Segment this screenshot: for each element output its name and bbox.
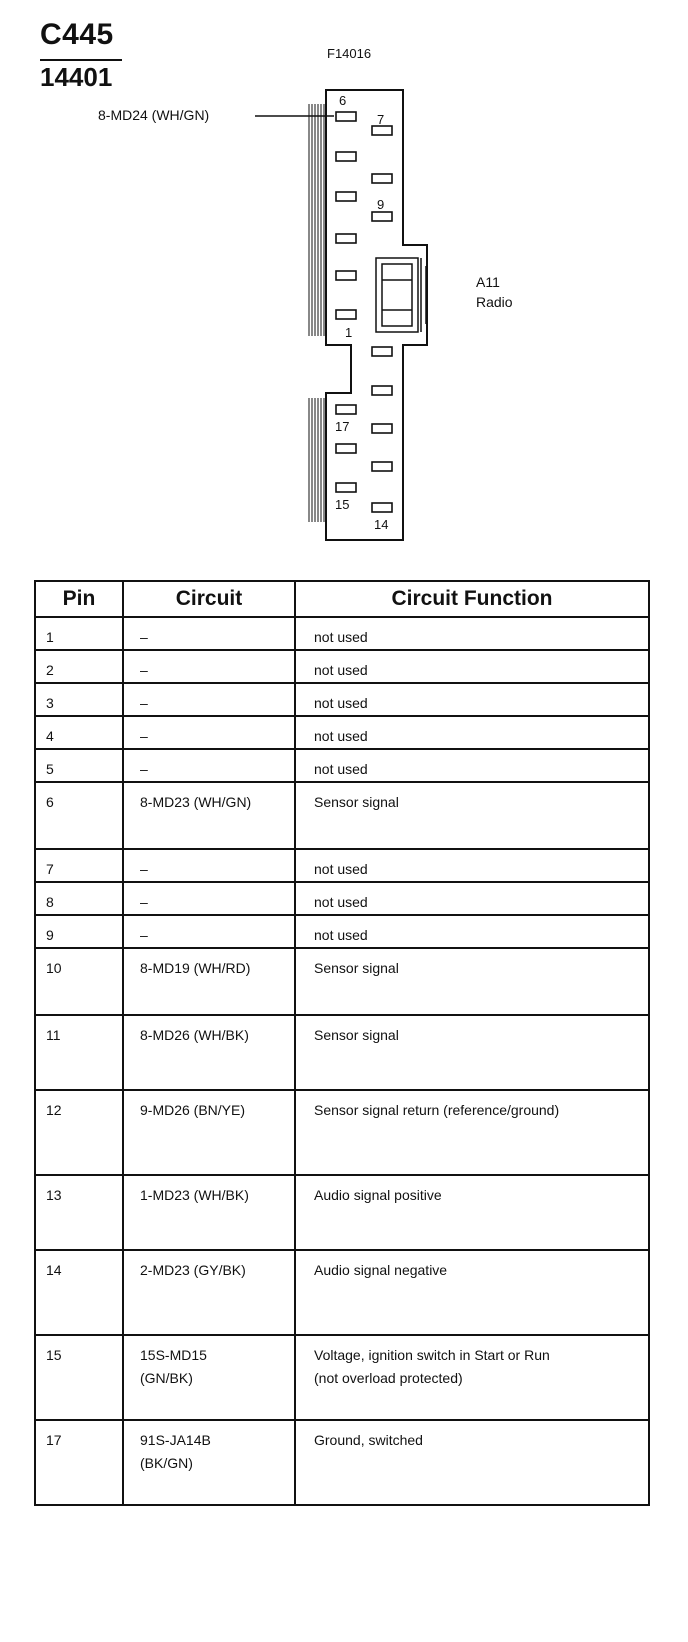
function-cell-line: not used bbox=[314, 761, 368, 777]
wire-callout-label: 8-MD24 (WH/GN) bbox=[98, 107, 210, 123]
function-cell-line: not used bbox=[314, 629, 368, 645]
part-number: 14401 bbox=[40, 62, 113, 92]
function-cell-line: Audio signal positive bbox=[314, 1187, 442, 1203]
circuit-cell-line: – bbox=[140, 695, 148, 711]
function-column-header: Circuit Function bbox=[295, 581, 649, 617]
circuit-cell bbox=[123, 882, 295, 915]
function-cell-line: Sensor signal return (reference/ground) bbox=[314, 1102, 560, 1118]
latch-icon bbox=[376, 258, 426, 332]
pin-cell: 5 bbox=[35, 749, 123, 782]
pin-table bbox=[34, 580, 650, 1506]
function-cell bbox=[295, 782, 649, 849]
circuit-cell-line: 8-MD23 (WH/GN) bbox=[140, 794, 252, 810]
pin-cell: 7 bbox=[35, 849, 123, 882]
circuit-cell bbox=[123, 1015, 295, 1090]
circuit-cell-line: 1-MD23 (WH/BK) bbox=[140, 1187, 249, 1203]
table-row bbox=[35, 617, 649, 650]
pin-label: 14 bbox=[374, 517, 389, 532]
function-cell bbox=[295, 1250, 649, 1335]
function-cell bbox=[295, 1335, 649, 1420]
circuit-cell bbox=[123, 650, 295, 683]
circuit-cell-line: 15S-MD15 bbox=[140, 1347, 207, 1363]
function-cell bbox=[295, 882, 649, 915]
circuit-cell-line: – bbox=[140, 927, 148, 943]
circuit-cell bbox=[123, 1420, 295, 1505]
function-cell-line: not used bbox=[314, 728, 368, 744]
pin-cell: 10 bbox=[35, 948, 123, 1015]
pin-cell: 9 bbox=[35, 915, 123, 948]
table-row bbox=[35, 782, 649, 849]
pin-number-labels bbox=[335, 93, 388, 532]
component-name-label: Radio bbox=[476, 294, 513, 310]
circuit-cell bbox=[123, 915, 295, 948]
circuit-cell-line: 8-MD19 (WH/RD) bbox=[140, 960, 251, 976]
circuit-cell bbox=[123, 749, 295, 782]
circuit-cell-line: 2-MD23 (GY/BK) bbox=[140, 1262, 246, 1278]
function-cell-line: Audio signal negative bbox=[314, 1262, 448, 1278]
function-cell bbox=[295, 749, 649, 782]
pin-cell: 3 bbox=[35, 683, 123, 716]
pin-cell: 2 bbox=[35, 650, 123, 683]
connector-diagram bbox=[0, 0, 688, 560]
function-cell-line: Sensor signal bbox=[314, 1027, 399, 1043]
component-id-label: A11 bbox=[476, 274, 500, 290]
function-cell-line: Ground, switched bbox=[314, 1432, 423, 1448]
circuit-cell bbox=[123, 1175, 295, 1250]
table-row bbox=[35, 716, 649, 749]
pin-label: 7 bbox=[377, 112, 385, 127]
pin-label: 9 bbox=[377, 197, 385, 212]
function-cell bbox=[295, 650, 649, 683]
table-row bbox=[35, 1015, 649, 1090]
circuit-cell-line: (GN/BK) bbox=[140, 1370, 193, 1386]
function-cell-line: not used bbox=[314, 861, 368, 877]
circuit-cell bbox=[123, 948, 295, 1015]
function-cell-line: Sensor signal bbox=[314, 960, 399, 976]
function-cell-line: (not overload protected) bbox=[314, 1370, 463, 1386]
pin-label: 17 bbox=[335, 419, 350, 434]
circuit-cell-line: – bbox=[140, 861, 148, 877]
table-row bbox=[35, 948, 649, 1015]
circuit-cell-line: – bbox=[140, 662, 148, 678]
pin-cell: 12 bbox=[35, 1090, 123, 1175]
connector-code-label: F14016 bbox=[327, 46, 372, 61]
function-cell bbox=[295, 948, 649, 1015]
table-row bbox=[35, 1420, 649, 1505]
function-cell bbox=[295, 1420, 649, 1505]
table-row bbox=[35, 650, 649, 683]
upper-terminal-rail bbox=[309, 104, 324, 336]
function-cell-line: not used bbox=[314, 894, 368, 910]
circuit-cell bbox=[123, 1250, 295, 1335]
pin-label: 6 bbox=[339, 93, 347, 108]
function-cell bbox=[295, 849, 649, 882]
table-row bbox=[35, 882, 649, 915]
table-row bbox=[35, 915, 649, 948]
pin-label: 15 bbox=[335, 497, 350, 512]
lower-terminal-rail bbox=[309, 398, 324, 522]
circuit-cell bbox=[123, 1335, 295, 1420]
pin-cell: 6 bbox=[35, 782, 123, 849]
circuit-cell bbox=[123, 617, 295, 650]
pin-label: 1 bbox=[345, 325, 353, 340]
connector-id: C445 bbox=[40, 18, 114, 51]
circuit-cell bbox=[123, 716, 295, 749]
function-cell bbox=[295, 716, 649, 749]
function-cell bbox=[295, 617, 649, 650]
table-row bbox=[35, 1175, 649, 1250]
table-row bbox=[35, 1250, 649, 1335]
table-header-row bbox=[35, 581, 649, 617]
table-row bbox=[35, 1090, 649, 1175]
table-row bbox=[35, 683, 649, 716]
pin-table-body bbox=[35, 617, 649, 1505]
table-row bbox=[35, 849, 649, 882]
function-cell bbox=[295, 683, 649, 716]
function-cell-line: not used bbox=[314, 927, 368, 943]
function-cell-line: Voltage, ignition switch in Start or Run bbox=[314, 1347, 550, 1363]
pin-cell: 15 bbox=[35, 1335, 123, 1420]
table-row bbox=[35, 1335, 649, 1420]
function-cell-line: not used bbox=[314, 695, 368, 711]
pin-cavities bbox=[336, 112, 392, 512]
circuit-cell bbox=[123, 683, 295, 716]
function-cell bbox=[295, 1175, 649, 1250]
pin-cell: 13 bbox=[35, 1175, 123, 1250]
circuit-cell bbox=[123, 1090, 295, 1175]
circuit-cell-line: – bbox=[140, 761, 148, 777]
pin-cell: 1 bbox=[35, 617, 123, 650]
pin-column-header: Pin bbox=[35, 581, 123, 617]
pin-cell: 8 bbox=[35, 882, 123, 915]
circuit-cell-line: 8-MD26 (WH/BK) bbox=[140, 1027, 249, 1043]
pin-cell: 17 bbox=[35, 1420, 123, 1505]
circuit-column-header: Circuit bbox=[123, 581, 295, 617]
function-cell bbox=[295, 1090, 649, 1175]
circuit-cell-line: 91S-JA14B bbox=[140, 1432, 211, 1448]
pin-cell: 14 bbox=[35, 1250, 123, 1335]
circuit-cell-line: – bbox=[140, 894, 148, 910]
circuit-cell bbox=[123, 782, 295, 849]
function-cell-line: Sensor signal bbox=[314, 794, 399, 810]
circuit-cell-line: (BK/GN) bbox=[140, 1455, 193, 1471]
function-cell-line: not used bbox=[314, 662, 368, 678]
circuit-cell bbox=[123, 849, 295, 882]
circuit-cell-line: 9-MD26 (BN/YE) bbox=[140, 1102, 246, 1118]
function-cell bbox=[295, 1015, 649, 1090]
function-cell bbox=[295, 915, 649, 948]
circuit-cell-line: – bbox=[140, 629, 148, 645]
circuit-cell-line: – bbox=[140, 728, 148, 744]
table-row bbox=[35, 749, 649, 782]
pin-cell: 11 bbox=[35, 1015, 123, 1090]
pin-cell: 4 bbox=[35, 716, 123, 749]
